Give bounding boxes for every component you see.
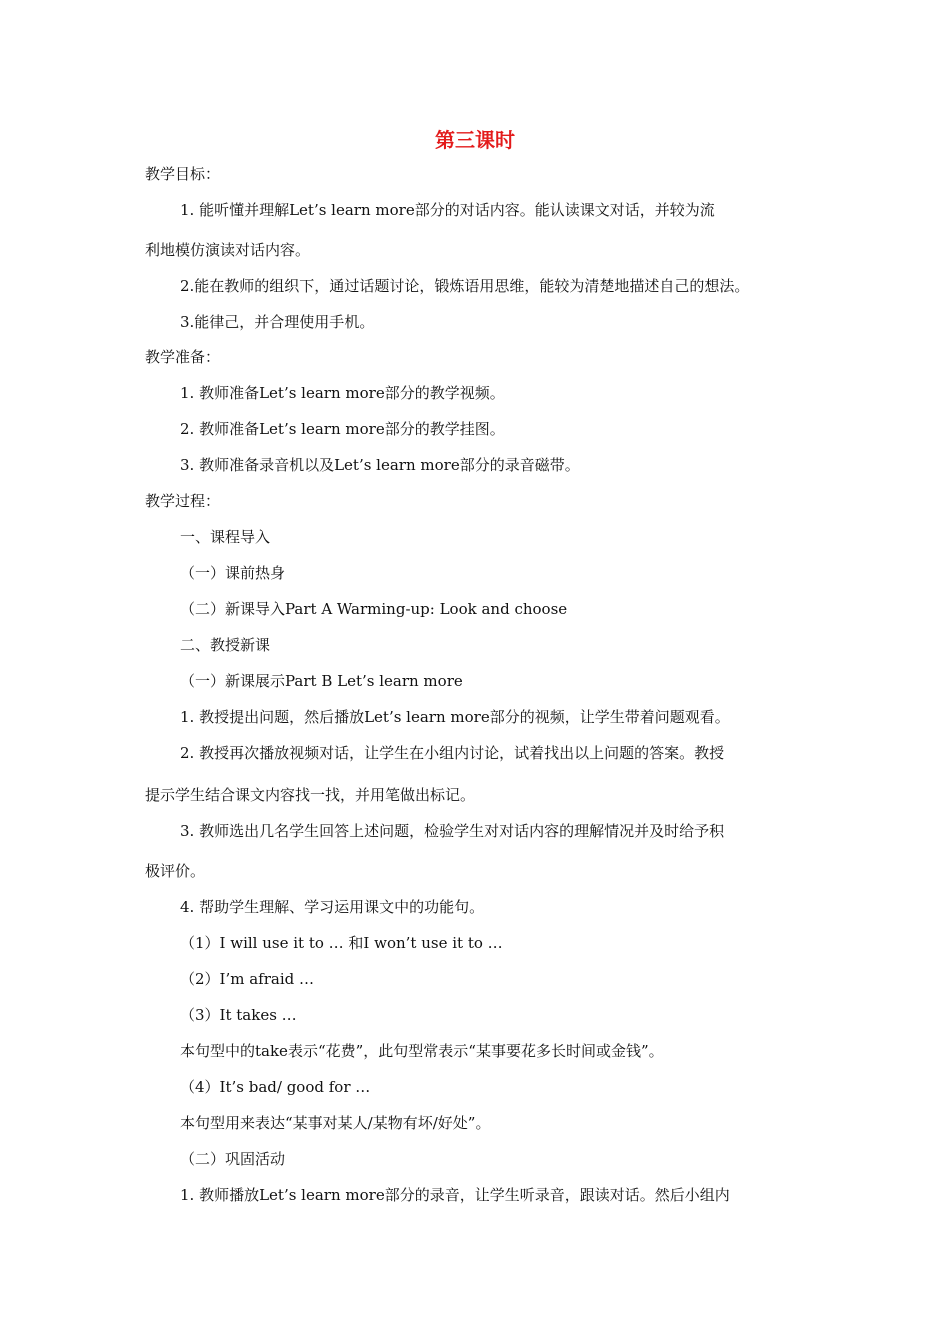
paragraph-line: 2. 教师准备Let’s learn more部分的教学挂图。: [180, 420, 505, 438]
paragraph-line: 1. 教授提出问题，然后播放Let’s learn more部分的视频，让学生带着问题观看。: [180, 708, 730, 726]
paragraph-line: 1. 教师准备Let’s learn more部分的教学视频。: [180, 384, 505, 402]
section-heading-process: 教学过程：: [145, 492, 221, 510]
paragraph-line: 提示学生结合课文内容找一找，并用笔做出标记。: [145, 786, 476, 804]
paragraph-line: 3. 教师选出几名学生回答上述问题，检验学生对对话内容的理解情况并及时给予积: [180, 822, 725, 840]
paragraph-line: 本句型用来表达“某事对某人/某物有坏/好处”。: [180, 1114, 491, 1132]
paragraph-line: 2. 教授再次播放视频对话，让学生在小组内讨论，试着找出以上问题的答案。教授: [180, 744, 725, 762]
paragraph-line: 3. 教师准备录音机以及Let’s learn more部分的录音磁带。: [180, 456, 580, 474]
paragraph-line: 本句型中的take表示“花费”，此句型常表示“某事要花多长时间或金钱”。: [180, 1042, 664, 1060]
paragraph-line: 3.能律己，并合理使用手机。: [180, 313, 375, 331]
paragraph-line: （二）巩固活动: [180, 1150, 286, 1168]
paragraph-line: 2.能在教师的组织下，通过话题讨论，锻炼语用思维，能较为清楚地描述自己的想法。: [180, 277, 750, 295]
paragraph-line: 1. 教师播放Let’s learn more部分的录音，让学生听录音，跟读对话。然后小组内: [180, 1186, 730, 1204]
paragraph-line: 利地模仿演读对话内容。: [145, 241, 311, 259]
paragraph-line: 1. 能听懂并理解Let’s learn more部分的对话内容。能认读课文对话，并较为流: [180, 201, 715, 219]
paragraph-line: （一）课前热身: [180, 564, 286, 582]
paragraph-line: （二）新课导入Part A Warming-up: Look and choose: [180, 600, 568, 618]
paragraph-line: 4. 帮助学生理解、学习运用课文中的功能句。: [180, 898, 485, 916]
section-heading-preparation: 教学准备：: [145, 348, 221, 366]
paragraph-line: 二、教授新课: [180, 636, 271, 654]
paragraph-line: 一、课程导入: [180, 528, 271, 546]
paragraph-line: 极评价。: [145, 862, 206, 880]
paragraph-line: （2）I’m afraid …: [180, 970, 315, 988]
page-title: 第三课时: [435, 128, 515, 152]
paragraph-line: （一）新课展示Part B Let’s learn more: [180, 672, 463, 690]
paragraph-line: （1）I will use it to … 和I won’t use it to …: [180, 934, 503, 952]
section-heading-objectives: 教学目标：: [145, 165, 221, 183]
paragraph-line: （4）It’s bad/ good for …: [180, 1078, 371, 1096]
paragraph-line: （3）It takes …: [180, 1006, 297, 1024]
